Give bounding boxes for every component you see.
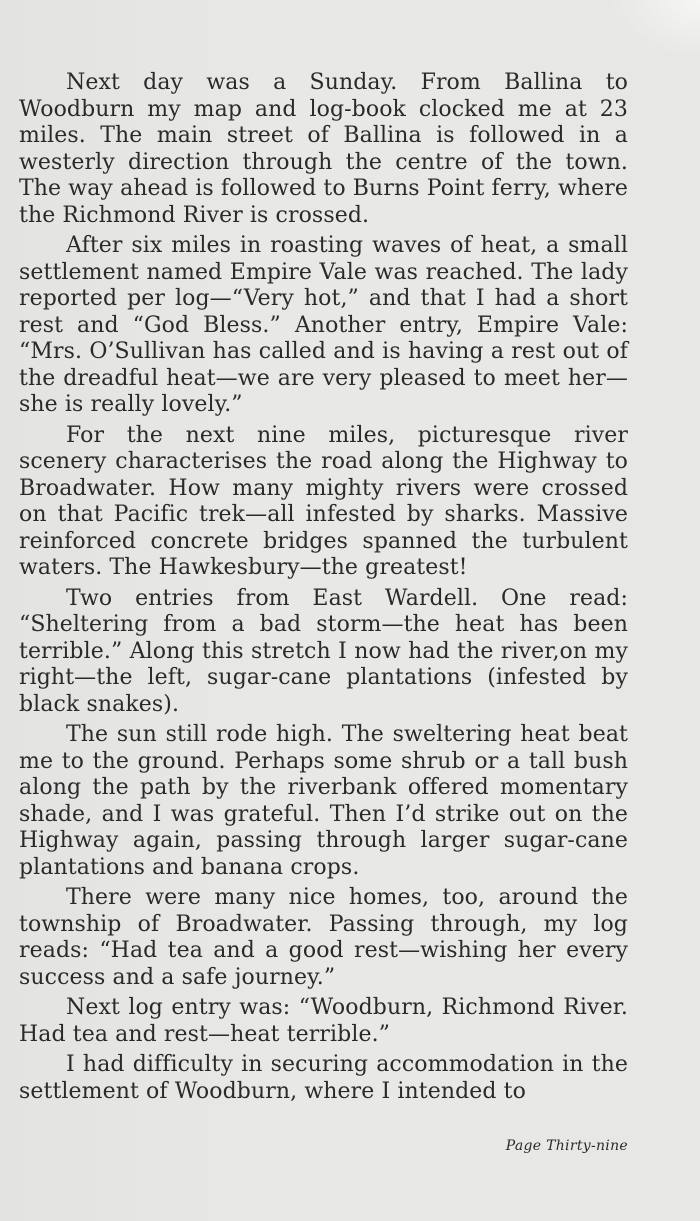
paragraph-3: For the next nine miles, picturesque river scenery characterises the road along the Highway to Broadwater. How many mighty rivers were crossed on that Pacific trek—all infested by sharks. Massive reinforced concrete bridges spanned the turbulent waters. The Hawkesbury—the greatest! — [19, 422, 628, 580]
paragraph-5: The sun still rode high. The sweltering heat beat me to the ground. Perhaps some shrub or a tall bush along the path by the riverbank offered momentary shade, and I was grateful. Then I’d strike out on the Highway again, passing through larger sugar-cane plantations and banana crops. — [19, 722, 628, 880]
paragraph-4: Two entries from East Wardell. One read: “Sheltering from a bad storm—the heat has been terrible.” Along this stretch I now had the river,on my right—the left, sugar-cane plantations (infested by black snakes). — [19, 585, 628, 717]
page-body-text — [19, 70, 628, 1109]
paragraph-1: Next day was a Sunday. From Ballina to Woodburn my map and log-book clocked me at 23 miles. The main street of Ballina is followed in a westerly direction through the centre of the town. The way ahead is followed to Burns Point ferry, where the Richmond River is crossed. — [19, 70, 628, 228]
paragraph-8: I had difficulty in securing accommodation in the settlement of Woodburn, where I intended to — [19, 1052, 628, 1104]
page-number-footer: Page Thirty-nine — [505, 1138, 628, 1154]
paragraph-6: There were many nice homes, too, around the township of Broadwater. Passing through, my log reads: “Had tea and a good rest—wishing her every success and a safe journey.” — [19, 885, 628, 990]
paragraph-2: After six miles in roasting waves of heat, a small settlement named Empire Vale was reached. The lady reported per log—“Very hot,” and that I had a short rest and “God Bless.” Another entry, Empire Vale: “Mrs. O’Sullivan has called and is having a rest out of the dreadful heat—we are very pleased to meet her—she is really lovely.” — [19, 233, 628, 417]
page-corner-shading — [610, 0, 700, 60]
paragraph-7: Next log entry was: “Woodburn, Richmond River. Had tea and rest—heat terrible.” — [19, 995, 628, 1047]
